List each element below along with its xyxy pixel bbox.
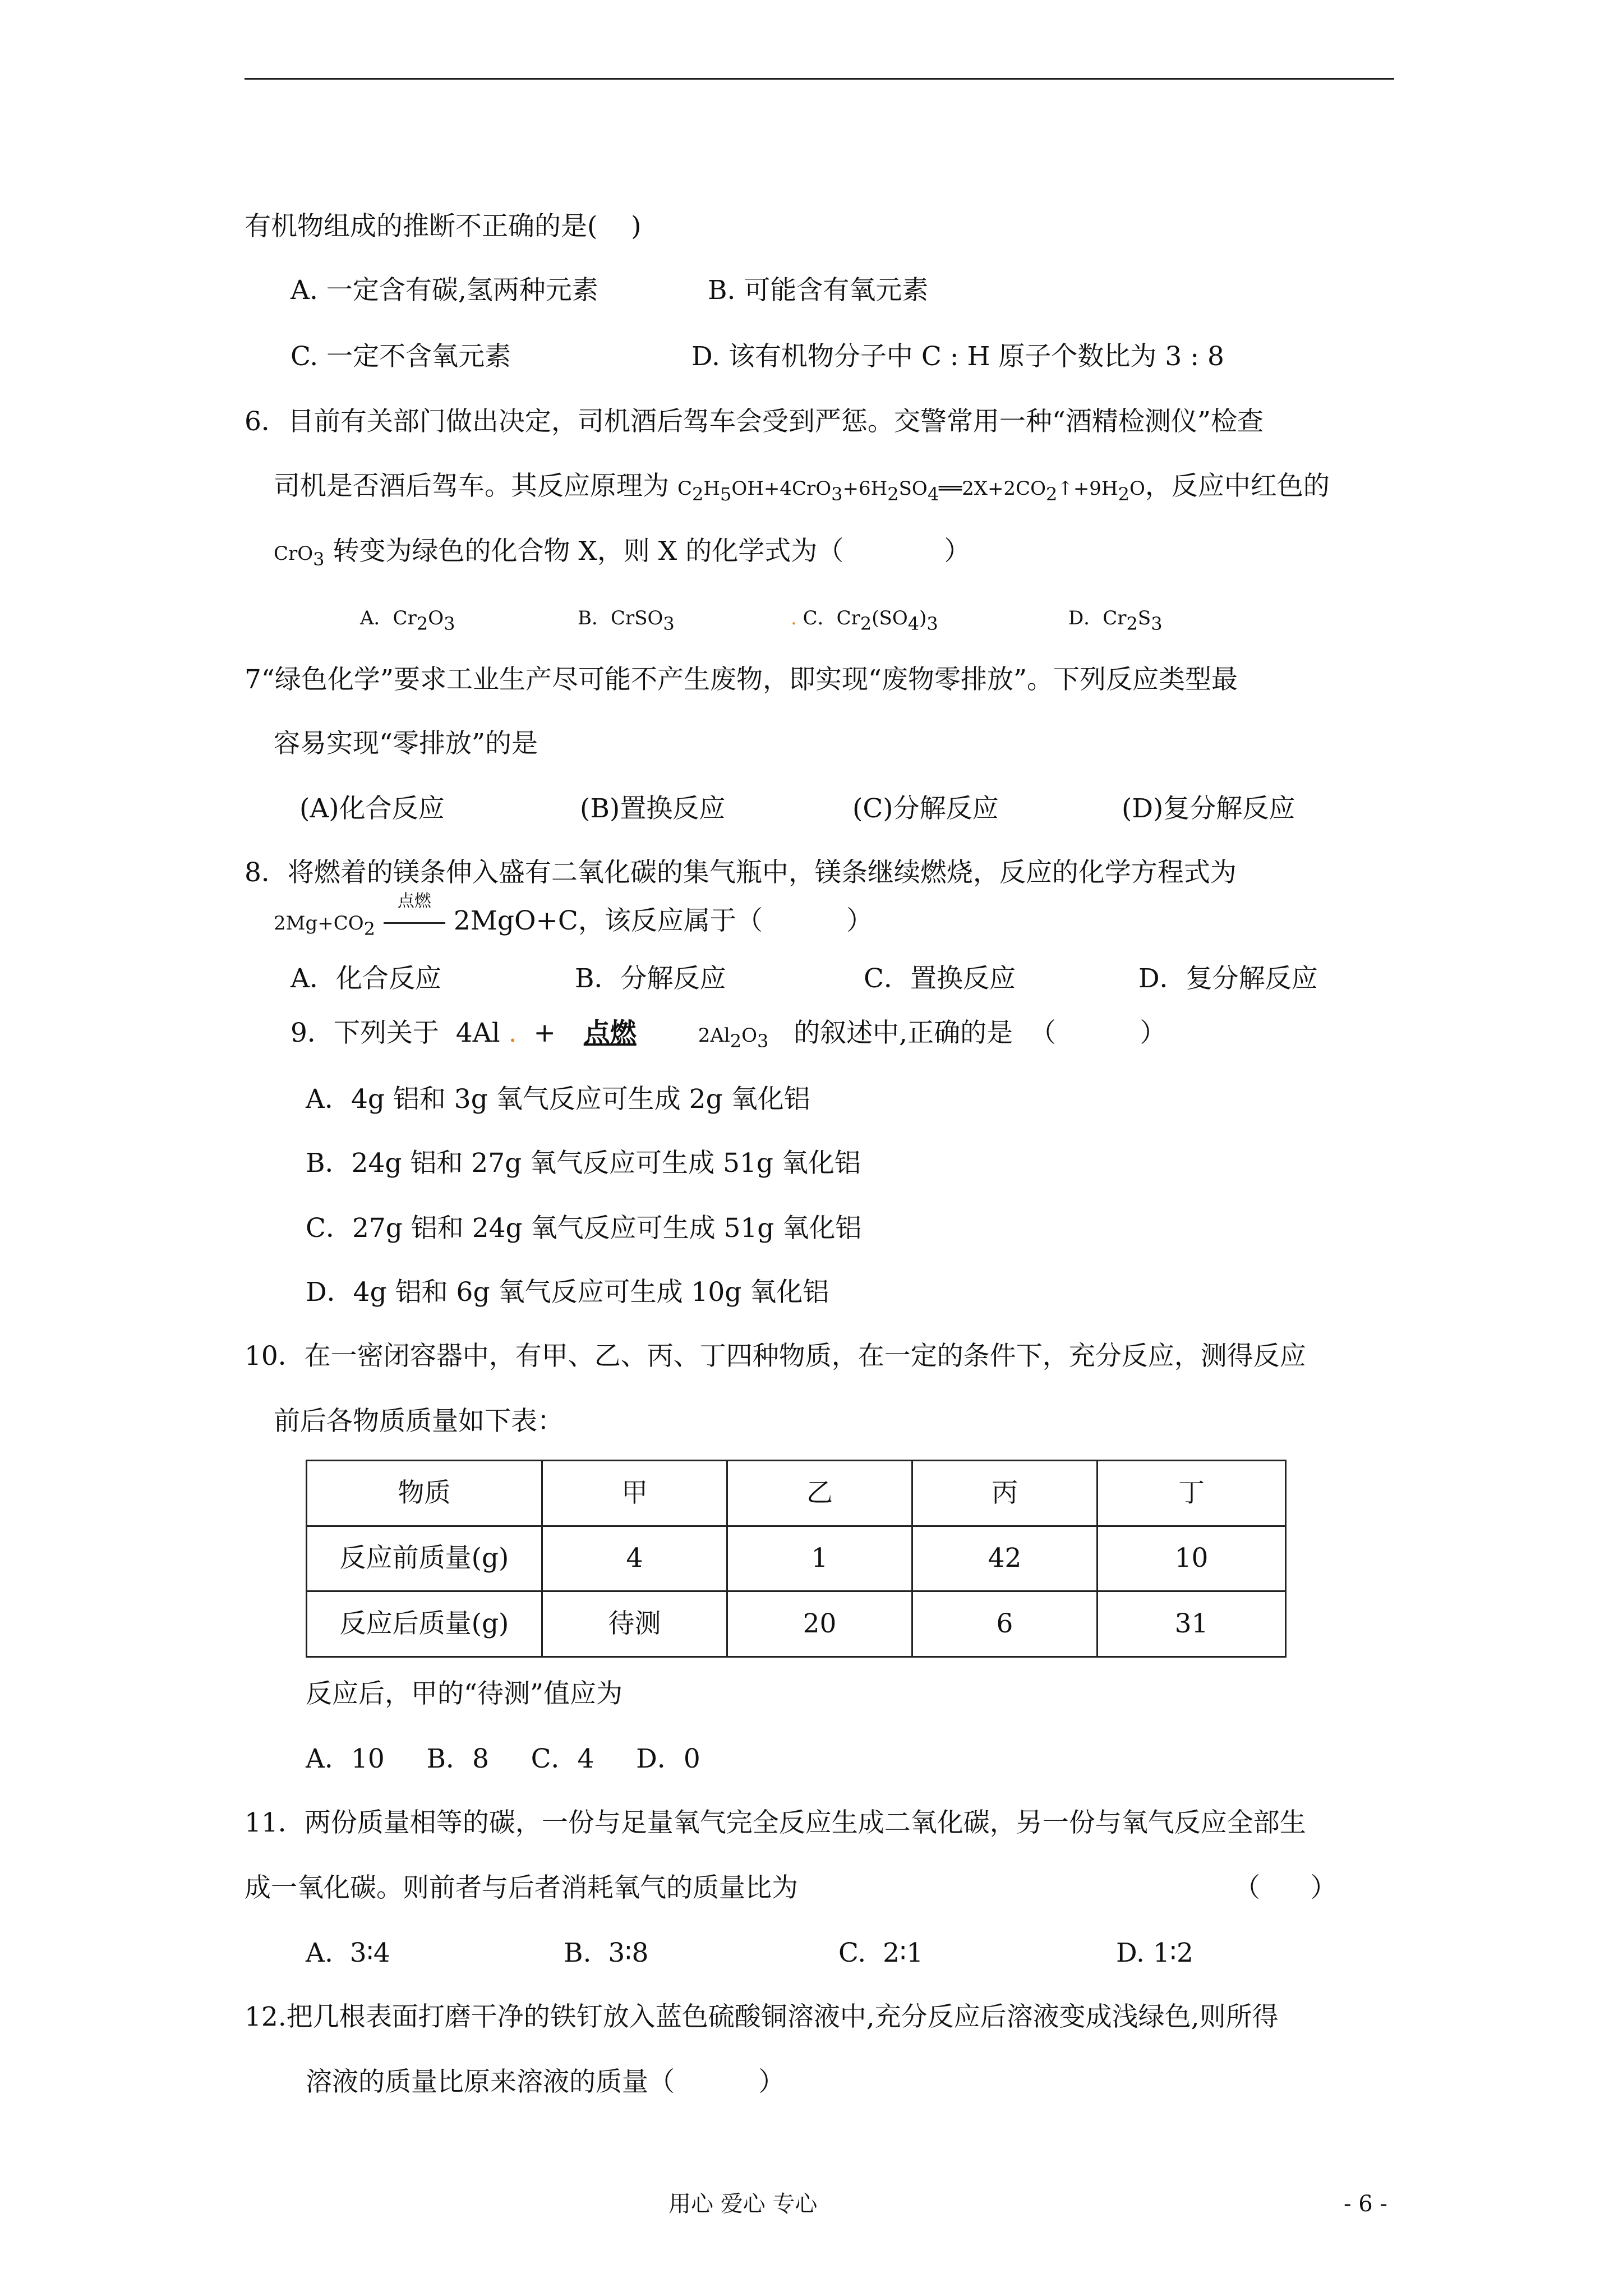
q6-line1: 6．目前有关部门做出决定，司机酒后驾车会受到严惩。交警常用一种“酒精检测仪”检查 — [245, 406, 1264, 437]
table-header-cell: 乙 — [727, 1461, 912, 1526]
q5-option-d: D. 该有机物分子中 C : H 原子个数比为 3 : 8 — [691, 341, 1224, 372]
table-cell: 反应后质量(g) — [307, 1591, 542, 1657]
table-header-cell: 丁 — [1098, 1461, 1286, 1526]
mass-table — [306, 1460, 1287, 1658]
q7-line1: 7“绿色化学”要求工业生产尽可能不产生废物，即实现“废物零排放”。下列反应类型最 — [245, 664, 1238, 695]
q11-option-c: C. 2∶1 — [838, 1938, 924, 1968]
q7-option-c: (C)分解反应 — [852, 793, 999, 824]
table-header-cell: 丙 — [912, 1461, 1098, 1526]
table-cell: 1 — [727, 1526, 912, 1591]
q5-option-c: C. 一定不含氧元素 — [291, 341, 511, 372]
q10-line2: 前后各物质质量如下表： — [274, 1406, 564, 1437]
q8-option-b: B．分解反应 — [575, 963, 726, 994]
table-cell: 6 — [912, 1591, 1098, 1657]
table-cell: 反应前质量(g) — [307, 1526, 542, 1591]
table-row — [307, 1526, 1286, 1591]
q9-option-a: A．4g 铝和 3g 氧气反应可生成 2g 氧化铝 — [306, 1084, 810, 1115]
q8-equation: $2Mg+CO_2$ 点燃 2MgO+C，该反应属于（ ） — [274, 891, 873, 940]
q11-option-b: B. 3∶8 — [564, 1938, 649, 1968]
q9-condition: 点燃 — [583, 1018, 637, 1048]
q8-option-a: A．化合反应 — [291, 963, 441, 994]
q6-option-d: D．Cr2S3 — [1068, 607, 1163, 634]
table-header-cell: 甲 — [542, 1461, 727, 1526]
q11-option-a: A. 3∶4 — [306, 1938, 390, 1968]
header-rule — [245, 78, 1394, 80]
q12-line2: 溶液的质量比原来溶液的质量（ ） — [306, 2067, 785, 2097]
q8-option-d: D．复分解反应 — [1138, 963, 1318, 994]
q6-option-c: . C．Cr2(SO4)3 — [791, 607, 938, 634]
q10-options: A．10 B．8 C．4 D．0 — [306, 1743, 700, 1774]
q9-line1: 9．下列关于 4Al . + 点燃 $2Al_2O_3$ 的叙述中,正确的是 （ ） — [291, 1018, 1166, 1052]
q9-option-d: D．4g 铝和 6g 氧气反应可生成 10g 氧化铝 — [306, 1277, 829, 1308]
q9-option-c: C．27g 铝和 24g 氧气反应可生成 51g 氧化铝 — [306, 1213, 862, 1244]
q10-line1: 10．在一密闭容器中，有甲、乙、丙、丁四种物质，在一定的条件下，充分反应，测得反应 — [245, 1341, 1306, 1372]
q9-option-b: B．24g 铝和 27g 氧气反应可生成 51g 氧化铝 — [306, 1148, 861, 1179]
table-row — [307, 1591, 1286, 1657]
q8-line1: 8．将燃着的镁条伸入盛有二氧化碳的集气瓶中，镁条继续燃烧，反应的化学方程式为 — [245, 857, 1237, 888]
footer-motto: 用心 爱心 专心 — [668, 2191, 818, 2217]
q8-condition: 点燃 — [384, 904, 445, 938]
q10-after-table: 反应后，甲的“待测”值应为 — [306, 1678, 623, 1709]
q6-option-a: A．Cr2O3 — [360, 607, 455, 634]
q5-stem: 有机物组成的推断不正确的是( ) — [245, 211, 642, 242]
table-cell: 待测 — [542, 1591, 727, 1657]
q8-option-c: C．置换反应 — [864, 963, 1016, 994]
q11-line2: 成一氧化碳。则前者与后者消耗氧气的质量比为 — [245, 1872, 798, 1903]
q7-line2: 容易实现“零排放”的是 — [274, 728, 538, 759]
q7-option-d: (D)复分解反应 — [1122, 793, 1295, 824]
table-cell: 20 — [727, 1591, 912, 1657]
table-cell: 31 — [1098, 1591, 1286, 1657]
page-number: - 6 - — [1344, 2191, 1387, 2217]
q5-option-b: B. 可能含有氧元素 — [708, 275, 929, 306]
q5-option-a: A. 一定含有碳,氢两种元素 — [291, 275, 598, 306]
table-header-row — [307, 1461, 1286, 1526]
table-cell: 10 — [1098, 1526, 1286, 1591]
table-header-cell: 物质 — [307, 1461, 542, 1526]
q7-option-a: (A)化合反应 — [299, 793, 445, 824]
table-cell: 4 — [542, 1526, 727, 1591]
q11-line1: 11．两份质量相等的碳，一份与足量氧气完全反应生成二氧化碳，另一份与氧气反应全部生 — [245, 1807, 1306, 1838]
q12-line1: 12.把几根表面打磨干净的铁钉放入蓝色硫酸铜溶液中,充分反应后溶液变成浅绿色,则所得 — [245, 2001, 1279, 2032]
q6-option-b: B．CrSO3 — [578, 607, 675, 634]
table-cell: 42 — [912, 1526, 1098, 1591]
q6-line2: 司机是否酒后驾车。其反应原理为 C2H5OH+4CrO3+6H2SO4══2X+2CO2↑+9H2O，反应中红色的 — [274, 471, 1330, 505]
q11-option-d: D. 1∶2 — [1116, 1938, 1193, 1968]
q6-line3: CrO$_3$ 转变为绿色的化合物 X，则 X 的化学式为（ ） — [274, 536, 971, 570]
q7-option-b: (B)置换反应 — [580, 793, 726, 824]
q11-answer-paren: （ ） — [1234, 1872, 1337, 1903]
